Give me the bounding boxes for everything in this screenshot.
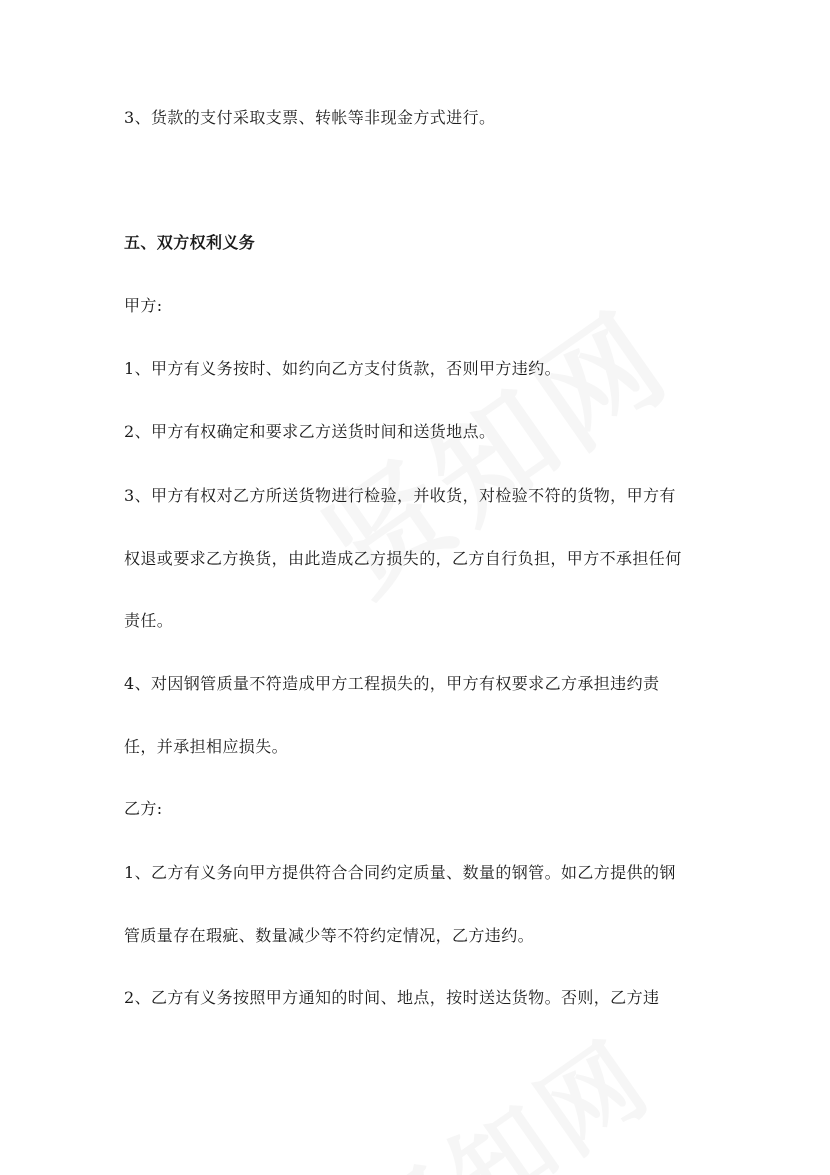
party-a-clause-3-line-2: 权退或要求乙方换货，由此造成乙方损失的，乙方自行负担，甲方不承担任何 [124, 549, 682, 568]
section-heading: 五、双方权利义务 [124, 233, 256, 252]
party-a-label: 甲方: [124, 296, 163, 315]
party-a-clause-4-line-2: 任，并承担相应损失。 [124, 737, 289, 756]
party-b-clause-1-line-1: 1、乙方有义务向甲方提供符合合同约定质量、数量的钢管。如乙方提供的钢 [124, 863, 676, 882]
party-a-clause-4-line-1: 4、对因钢管质量不符造成甲方工程损失的，甲方有权要求乙方承担违约责 [124, 674, 660, 693]
clause-payment-method: 3、货款的支付采取支票、转帐等非现金方式进行。 [124, 108, 496, 127]
party-a-clause-3-line-1: 3、甲方有权对乙方所送货物进行检验，并收货，对检验不符的货物，甲方有 [124, 486, 676, 505]
party-b-clause-1-line-2: 管质量存在瑕疵、数量减少等不符约定情况，乙方违约。 [124, 926, 535, 945]
party-a-clause-2: 2、甲方有权确定和要求乙方送货时间和送货地点。 [124, 422, 496, 441]
watermark [328, 1000, 676, 1175]
watermark [285, 265, 698, 626]
party-b-label: 乙方: [124, 799, 163, 818]
party-a-clause-3-line-3: 责任。 [124, 611, 174, 630]
party-a-clause-1: 1、甲方有义务按时、如约向乙方支付货款，否则甲方违约。 [124, 359, 561, 378]
party-b-clause-2-line-1: 2、乙方有义务按照甲方通知的时间、地点，按时送达货物。否则，乙方违 [124, 988, 660, 1007]
